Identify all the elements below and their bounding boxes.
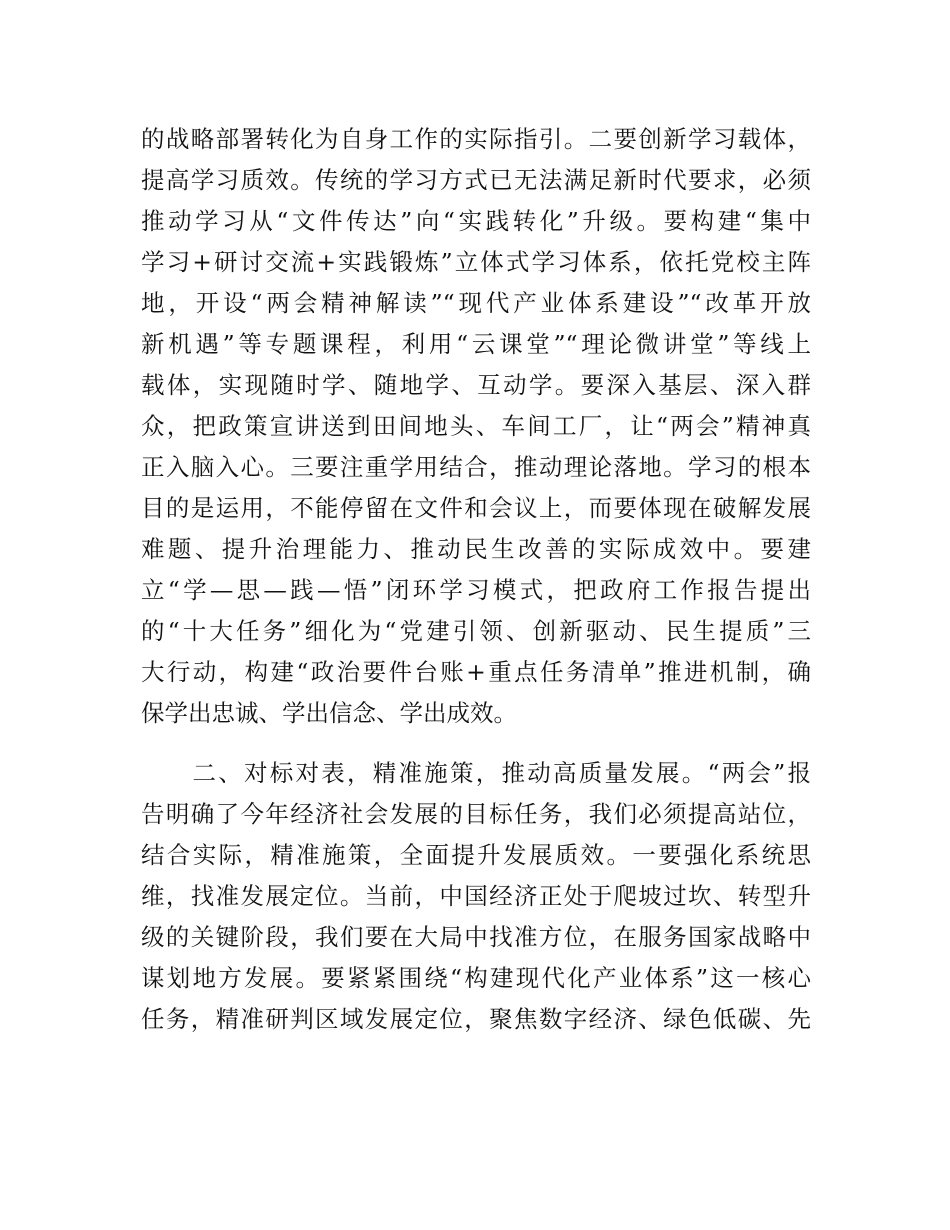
paragraph-2-line: 谋划地方发展。要紧紧围绕“构建现代化产业体系”这一核心 — [141, 964, 811, 992]
paragraph-2-line: 二、对标对表，精准施策，推动高质量发展。“两会”报 — [141, 759, 811, 787]
paragraph-1-line: 众，把政策宣讲送到田间地头、车间工厂，让“两会”精神真 — [141, 412, 811, 440]
paragraph-1-line: 学习+研讨交流+实践锻炼”立体式学习体系，依托党校主阵 — [141, 248, 811, 276]
paragraph-1-line: 地，开设“两会精神解读”“现代产业体系建设”“改革开放 — [141, 289, 811, 317]
paragraph-1-line: 载体，实现随时学、随地学、互动学。要深入基层、深入群 — [141, 371, 811, 399]
paragraph-1-line: 的“十大任务”细化为“党建引领、创新驱动、民生提质”三 — [141, 617, 811, 645]
paragraph-1-line: 的战略部署转化为自身工作的实际指引。二要创新学习载体， — [141, 125, 811, 153]
paragraph-1-line: 正入脑入心。三要注重学用结合，推动理论落地。学习的根本 — [141, 453, 811, 481]
paragraph-1-line: 立“学—思—践—悟”闭环学习模式，把政府工作报告提出 — [141, 576, 811, 604]
paragraph-2-line: 维，找准发展定位。当前，中国经济正处于爬坡过坎、转型升 — [141, 882, 811, 910]
paragraph-2-line: 告明确了今年经济社会发展的目标任务，我们必须提高站位， — [141, 800, 811, 828]
paragraph-2-line: 任务，精准研判区域发展定位，聚焦数字经济、绿色低碳、先 — [141, 1005, 811, 1033]
paragraph-1-line: 新机遇”等专题课程，利用“云课堂”“理论微讲堂”等线上 — [141, 330, 811, 358]
paragraph-1-line: 保学出忠诚、学出信念、学出成效。 — [141, 699, 517, 727]
paragraph-1-line: 大行动，构建“政治要件台账+重点任务清单”推进机制，确 — [141, 658, 811, 686]
paragraph-2 — [141, 753, 811, 1040]
paragraph-1-line: 提高学习质效。传统的学习方式已无法满足新时代要求，必须 — [141, 166, 811, 194]
paragraph-2-line: 结合实际，精准施策，全面提升发展质效。一要强化系统思 — [141, 841, 811, 869]
paragraph-1-line: 推动学习从“文件传达”向“实践转化”升级。要构建“集中 — [141, 207, 811, 235]
paragraph-1 — [141, 119, 811, 734]
paragraph-2-line: 级的关键阶段，我们要在大局中找准方位，在服务国家战略中 — [141, 923, 811, 951]
paragraph-1-line: 难题、提升治理能力、推动民生改善的实际成效中。要建 — [141, 535, 811, 563]
paragraph-1-line: 目的是运用，不能停留在文件和会议上，而要体现在破解发展 — [141, 494, 811, 522]
